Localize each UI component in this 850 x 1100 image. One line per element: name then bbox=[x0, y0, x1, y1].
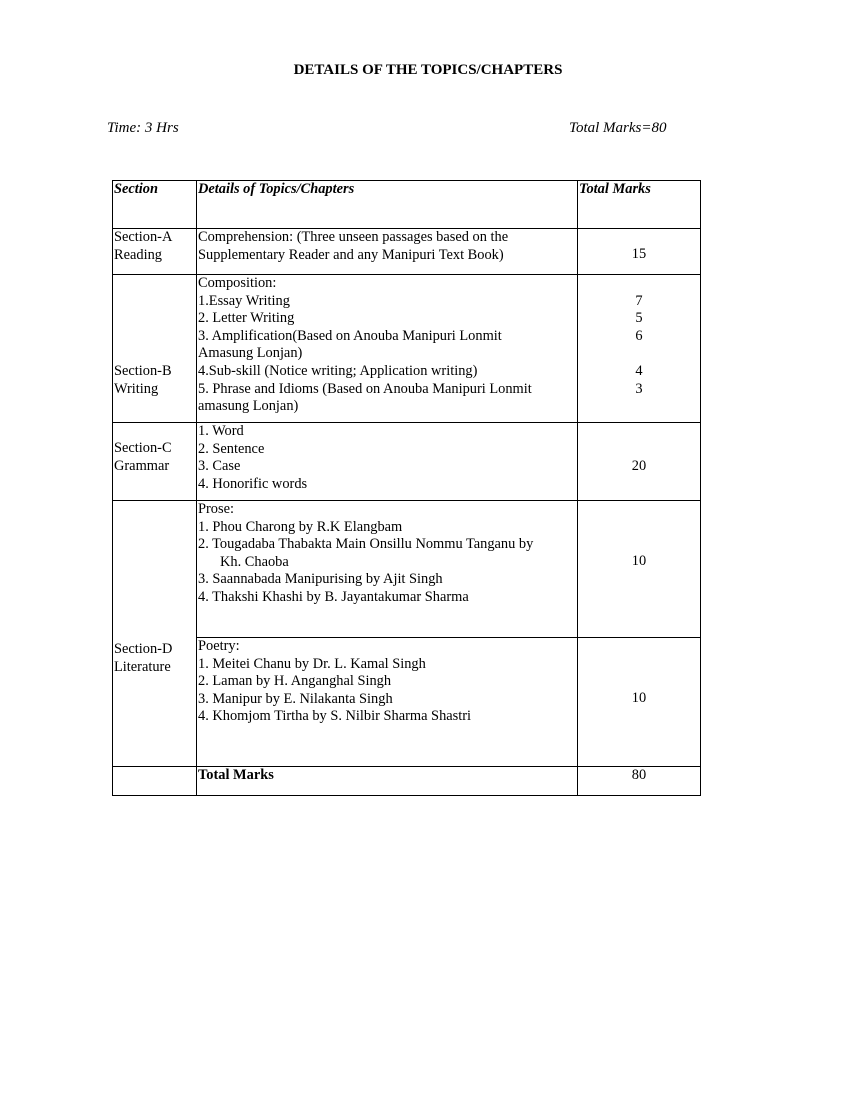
total-empty-cell bbox=[113, 767, 197, 796]
section-d-poetry bbox=[197, 638, 578, 767]
total-value: 80 bbox=[578, 767, 701, 796]
detail-line: amasung Lonjan) bbox=[198, 398, 299, 415]
detail-line: 2. Letter Writing bbox=[198, 310, 295, 327]
detail-line: 1. Phou Charong by R.K Elangbam bbox=[198, 518, 403, 535]
detail-line: 1. Meitei Chanu by Dr. L. Kamal Singh bbox=[198, 655, 426, 672]
section-sub: Grammar bbox=[114, 457, 170, 474]
detail-line: 4. Khomjom Tirtha by S. Nilbir Sharma Shastri bbox=[198, 708, 472, 725]
marks-value: 4 bbox=[635, 362, 643, 379]
section-sub: Writing bbox=[114, 380, 159, 397]
section-c-cell bbox=[113, 423, 197, 501]
marks-value: 20 bbox=[631, 458, 647, 474]
section-sub: Literature bbox=[114, 658, 171, 675]
header-marks: Total Marks bbox=[578, 181, 701, 229]
marks-value bbox=[579, 275, 699, 293]
syllabus-table bbox=[112, 180, 701, 796]
detail-line: 4. Thakshi Khashi by B. Jayantakumar Sharma bbox=[198, 588, 469, 605]
section-name: Section-A bbox=[114, 229, 173, 245]
total-marks-label: Total Marks=80 bbox=[569, 120, 667, 136]
section-d-prose bbox=[197, 501, 578, 638]
detail-line: 2. Laman by H. Anganghal Singh bbox=[198, 673, 392, 690]
section-c-marks bbox=[578, 423, 701, 501]
detail-line: 3. Manipur by E. Nilakanta Singh bbox=[198, 690, 393, 707]
detail-line: 1.Essay Writing bbox=[198, 292, 290, 309]
detail-line: 3. Case bbox=[198, 458, 241, 475]
section-sub: Reading bbox=[114, 246, 162, 263]
header-section: Section bbox=[113, 181, 197, 229]
total-row bbox=[113, 767, 701, 796]
section-a-details bbox=[197, 229, 578, 275]
section-a-cell bbox=[113, 229, 197, 275]
detail-line: 3. Amplification(Based on Anouba Manipuri Lonmit bbox=[198, 327, 502, 344]
marks-value: 10 bbox=[631, 553, 647, 569]
section-b-details bbox=[197, 275, 578, 423]
section-name: Section-B bbox=[114, 363, 172, 379]
detail-line: Prose: bbox=[198, 501, 234, 517]
detail-line: Amasung Lonjan) bbox=[198, 345, 303, 362]
marks-value: 3 bbox=[635, 380, 643, 397]
detail-line: Supplementary Reader and any Manipuri Text Book) bbox=[198, 246, 504, 263]
table-row bbox=[113, 229, 701, 275]
section-d-cell bbox=[113, 501, 197, 767]
section-d-poetry-marks bbox=[578, 638, 701, 767]
detail-line: 2. Tougadaba Thabakta Main Onsillu Nommu Tanganu by bbox=[198, 536, 534, 553]
detail-line: 5. Phrase and Idioms (Based on Anouba Manipuri Lonmit bbox=[198, 380, 532, 397]
section-b-marks bbox=[578, 275, 701, 423]
section-b-cell bbox=[113, 275, 197, 423]
page-title: DETAILS OF THE TOPICS/CHAPTERS bbox=[293, 62, 563, 78]
detail-line: Poetry: bbox=[198, 638, 240, 654]
detail-line: Composition: bbox=[198, 275, 277, 291]
detail-line: 4.Sub-skill (Notice writing; Application writing) bbox=[198, 362, 478, 379]
detail-line: 4. Honorific words bbox=[198, 475, 308, 492]
section-a-marks bbox=[578, 229, 701, 275]
total-label: Total Marks bbox=[197, 767, 578, 796]
detail-line: 1. Word bbox=[198, 423, 244, 439]
header-details: Details of Topics/Chapters bbox=[197, 181, 578, 229]
marks-value bbox=[579, 345, 699, 363]
section-c-details bbox=[197, 423, 578, 501]
detail-line: Kh. Chaoba bbox=[220, 553, 289, 570]
time-label: Time: 3 Hrs bbox=[107, 120, 179, 136]
detail-line: Comprehension: (Three unseen passages based on the bbox=[198, 229, 509, 245]
section-name: Section-D bbox=[114, 641, 173, 657]
table-row bbox=[113, 423, 701, 501]
marks-value: 7 bbox=[635, 292, 643, 309]
table-header-row bbox=[113, 181, 701, 229]
detail-line: 2. Sentence bbox=[198, 440, 265, 457]
section-d-prose-marks bbox=[578, 501, 701, 638]
marks-value: 6 bbox=[635, 327, 643, 344]
detail-line: 3. Saannabada Manipurising by Ajit Singh bbox=[198, 571, 443, 588]
table-row bbox=[113, 638, 701, 767]
marks-value: 15 bbox=[631, 246, 647, 262]
table-row bbox=[113, 275, 701, 423]
table-row bbox=[113, 501, 701, 638]
marks-value bbox=[579, 398, 699, 416]
marks-value: 10 bbox=[631, 690, 647, 706]
marks-value: 5 bbox=[635, 310, 643, 327]
section-name: Section-C bbox=[114, 440, 172, 456]
